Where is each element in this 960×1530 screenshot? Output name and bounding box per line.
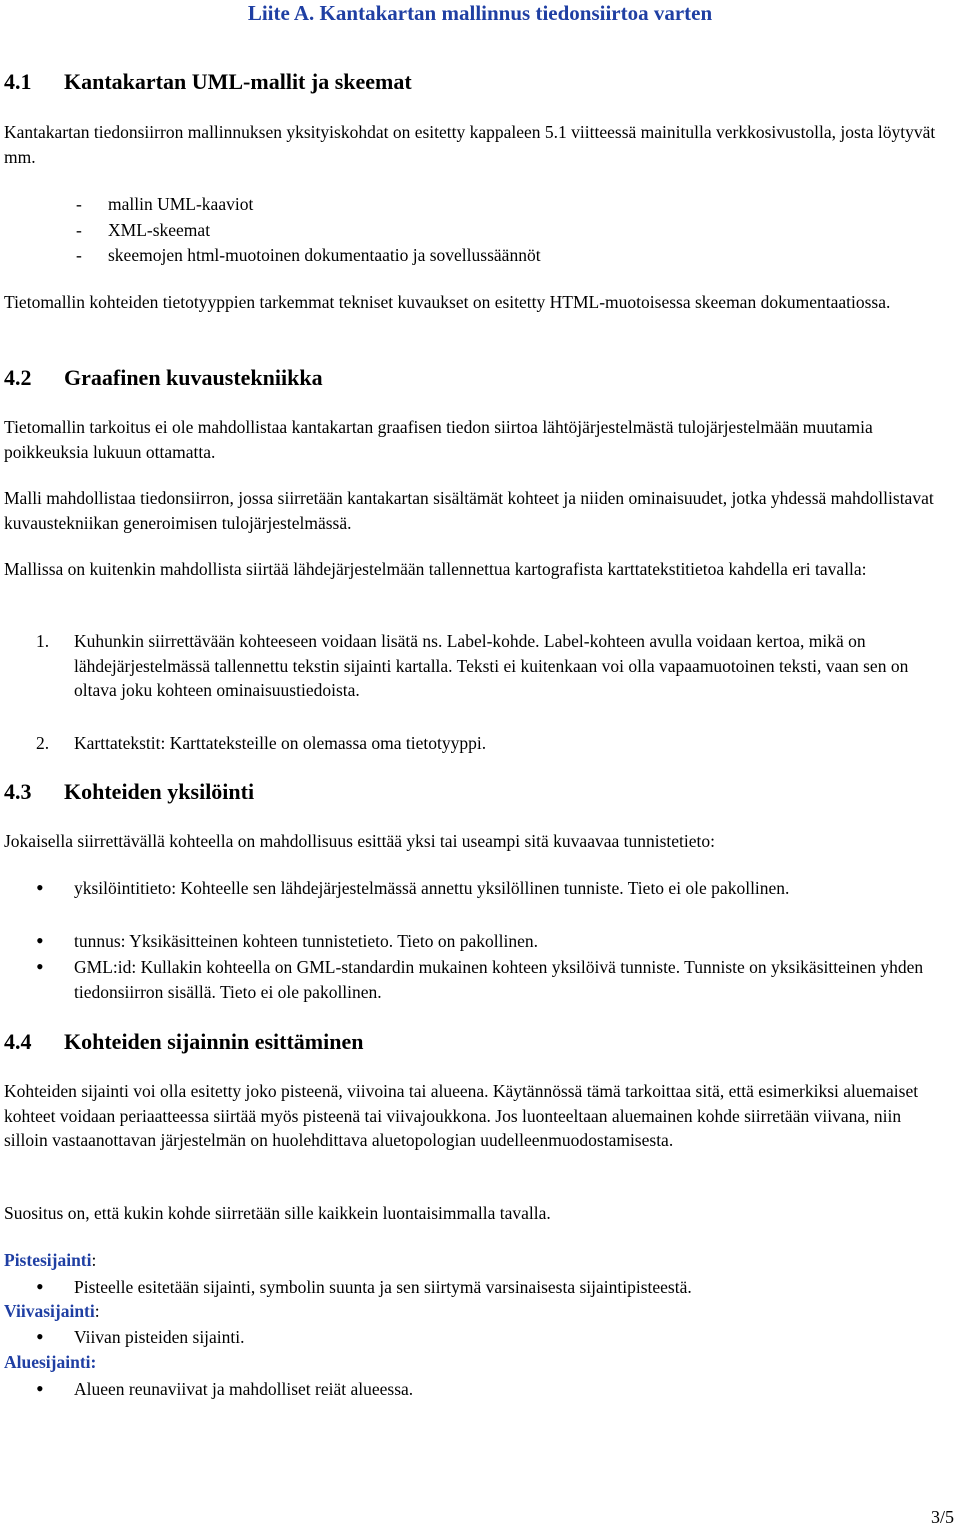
dash-marker: - <box>76 194 82 214</box>
dash-marker: - <box>76 245 82 265</box>
section-number: 4.1 <box>4 69 32 94</box>
item-text: Karttatekstit: Karttateksteille on olemassa oma tietotyyppi. <box>74 733 487 753</box>
numbered-item <box>4 731 940 756</box>
section-number: 4.3 <box>4 779 32 804</box>
bullet-item <box>4 1377 940 1402</box>
section-heading-4-4 <box>4 1028 944 1056</box>
paragraph: Kantakartan tiedonsiirron mallinnuksen yksityiskohdat on esitetty kappaleen 5.1 viitteessä mainitulla verkkosivustolla, josta löytyvät mm. <box>4 122 936 167</box>
dash-marker: - <box>76 220 82 240</box>
bullet-item <box>4 1275 940 1300</box>
bullet-text: yksilöintitieto: Kohteelle sen lähdejärjestelmässä annettu yksilöllinen tunniste. Tieto ei ole pakollinen. <box>74 878 790 898</box>
paragraph: Malli mahdollistaa tiedonsiirron, jossa siirretään kantakartan sisältämät kohteet ja niiden ominaisuudet, jotka yhdessä mahdollistavat kuvaustekniikan generoimisen tulojärjestelmässä. <box>4 488 934 533</box>
label-colon: : <box>90 1352 97 1372</box>
list-item-text: skeemojen html-muotoinen dokumentaatio ja sovellussäännöt <box>108 245 541 265</box>
section-number: 4.2 <box>4 365 32 390</box>
item-text: Kuhunkin siirrettävään kohteeseen voidaan lisätä ns. Label-kohde. Label-kohteen avulla voidaan kertoa, mikä on lähdejärjestelmässä tallennettu tekstin sijainti kartalla. Teksti ei kuitenkaan voi olla vapaamuotoinen teksti, vaan sen on oltava joku kohteen ominaisuustiedoista. <box>74 631 909 700</box>
label-text: Viivasijainti <box>4 1301 95 1321</box>
label-text: Pistesijainti <box>4 1250 92 1270</box>
section-title: Kohteiden sijainnin esittäminen <box>64 1029 364 1054</box>
location-type-label <box>4 1248 944 1273</box>
paragraph: Kohteiden sijainti voi olla esitetty joko pisteenä, viivoina tai alueena. Käytännössä tämä tarkoittaa sitä, että esimerkiksi aluemaiset kohteet voidaan periaatteessa siirtää myös pisteenä tai viivajoukkona. Jos luonteeltaan aluemainen kohde siirretään viivana, niin silloin vastaanottavan järjestelmän on huolehdittava aluetopologian uudelleenmuodostamisesta. <box>4 1081 919 1150</box>
item-number: 2. <box>36 733 50 753</box>
label-text: Aluesijainti <box>4 1352 91 1372</box>
bullet-icon: • <box>36 1324 44 1349</box>
bullet-text: Alueen reunaviivat ja mahdolliset reiät alueessa. <box>74 1379 414 1399</box>
list-item-text: mallin UML-kaaviot <box>108 194 254 214</box>
section-title: Graafinen kuvaustekniikka <box>64 365 323 390</box>
label-colon: : <box>91 1250 97 1270</box>
item-number: 1. <box>36 631 50 651</box>
bullet-text: tunnus: Yksikäsitteinen kohteen tunnistetieto. Tieto on pakollinen. <box>74 931 539 951</box>
bullet-icon: • <box>36 954 44 979</box>
bullet-item <box>4 876 940 901</box>
bullet-item <box>4 955 940 1004</box>
label-colon: : <box>94 1301 100 1321</box>
bullet-text: Pisteelle esitetään sijainti, symbolin suunta ja sen siirtymä varsinaisesta sijaintipisteestä. <box>74 1277 692 1297</box>
paragraph: Tietomallin tarkoitus ei ole mahdollistaa kantakartan graafisen tiedon siirtoa lähtöjärjestelmästä tulojärjestelmään muutamia poikkeuksia lukuun ottamatta. <box>4 417 873 462</box>
location-type-label <box>4 1299 944 1324</box>
bullet-item <box>4 929 940 954</box>
section-heading-4-1 <box>4 68 944 96</box>
section-title: Kantakartan UML-mallit ja skeemat <box>64 69 412 94</box>
paragraph: Tietomallin kohteiden tietotyyppien tarkemmat tekniset kuvaukset on esitetty HTML-muotoisessa skeeman dokumentaatiossa. <box>4 292 891 312</box>
bullet-icon: • <box>36 1376 44 1401</box>
bullet-text: Viivan pisteiden sijainti. <box>74 1327 245 1347</box>
paragraph: Jokaisella siirrettävällä kohteella on mahdollisuus esittää yksi tai useampi sitä kuvaavaa tunnistetieto: <box>4 831 715 851</box>
bullet-icon: • <box>36 1274 44 1299</box>
appendix-title: Liite A. Kantakartan mallinnus tiedonsiirtoa varten <box>247 1 713 25</box>
paragraph: Mallissa on kuitenkin mahdollista siirtää lähdejärjestelmään tallennettua kartografista karttatekstitietoa kahdella eri tavalla: <box>4 559 867 579</box>
bullet-item <box>4 1325 940 1350</box>
numbered-item <box>4 629 940 703</box>
bullet-icon: • <box>36 875 44 900</box>
section-heading-4-2 <box>4 364 944 392</box>
list-item-text: XML-skeemat <box>108 220 211 240</box>
paragraph: Suositus on, että kukin kohde siirretään sille kaikkein luontaisimmalla tavalla. <box>4 1203 551 1223</box>
section-number: 4.4 <box>4 1029 32 1054</box>
location-type-label <box>4 1350 944 1375</box>
bullet-icon: • <box>36 928 44 953</box>
page-number: 3/5 <box>930 1507 954 1527</box>
section-title: Kohteiden yksilöinti <box>64 779 255 804</box>
section-heading-4-3 <box>4 778 944 806</box>
bullet-text: GML:id: Kullakin kohteella on GML-standardin mukainen kohteen yksilöivä tunniste. Tunniste on yksikäsitteinen yhden tiedonsiirron sisällä. Tieto ei ole pakollinen. <box>74 957 924 1002</box>
